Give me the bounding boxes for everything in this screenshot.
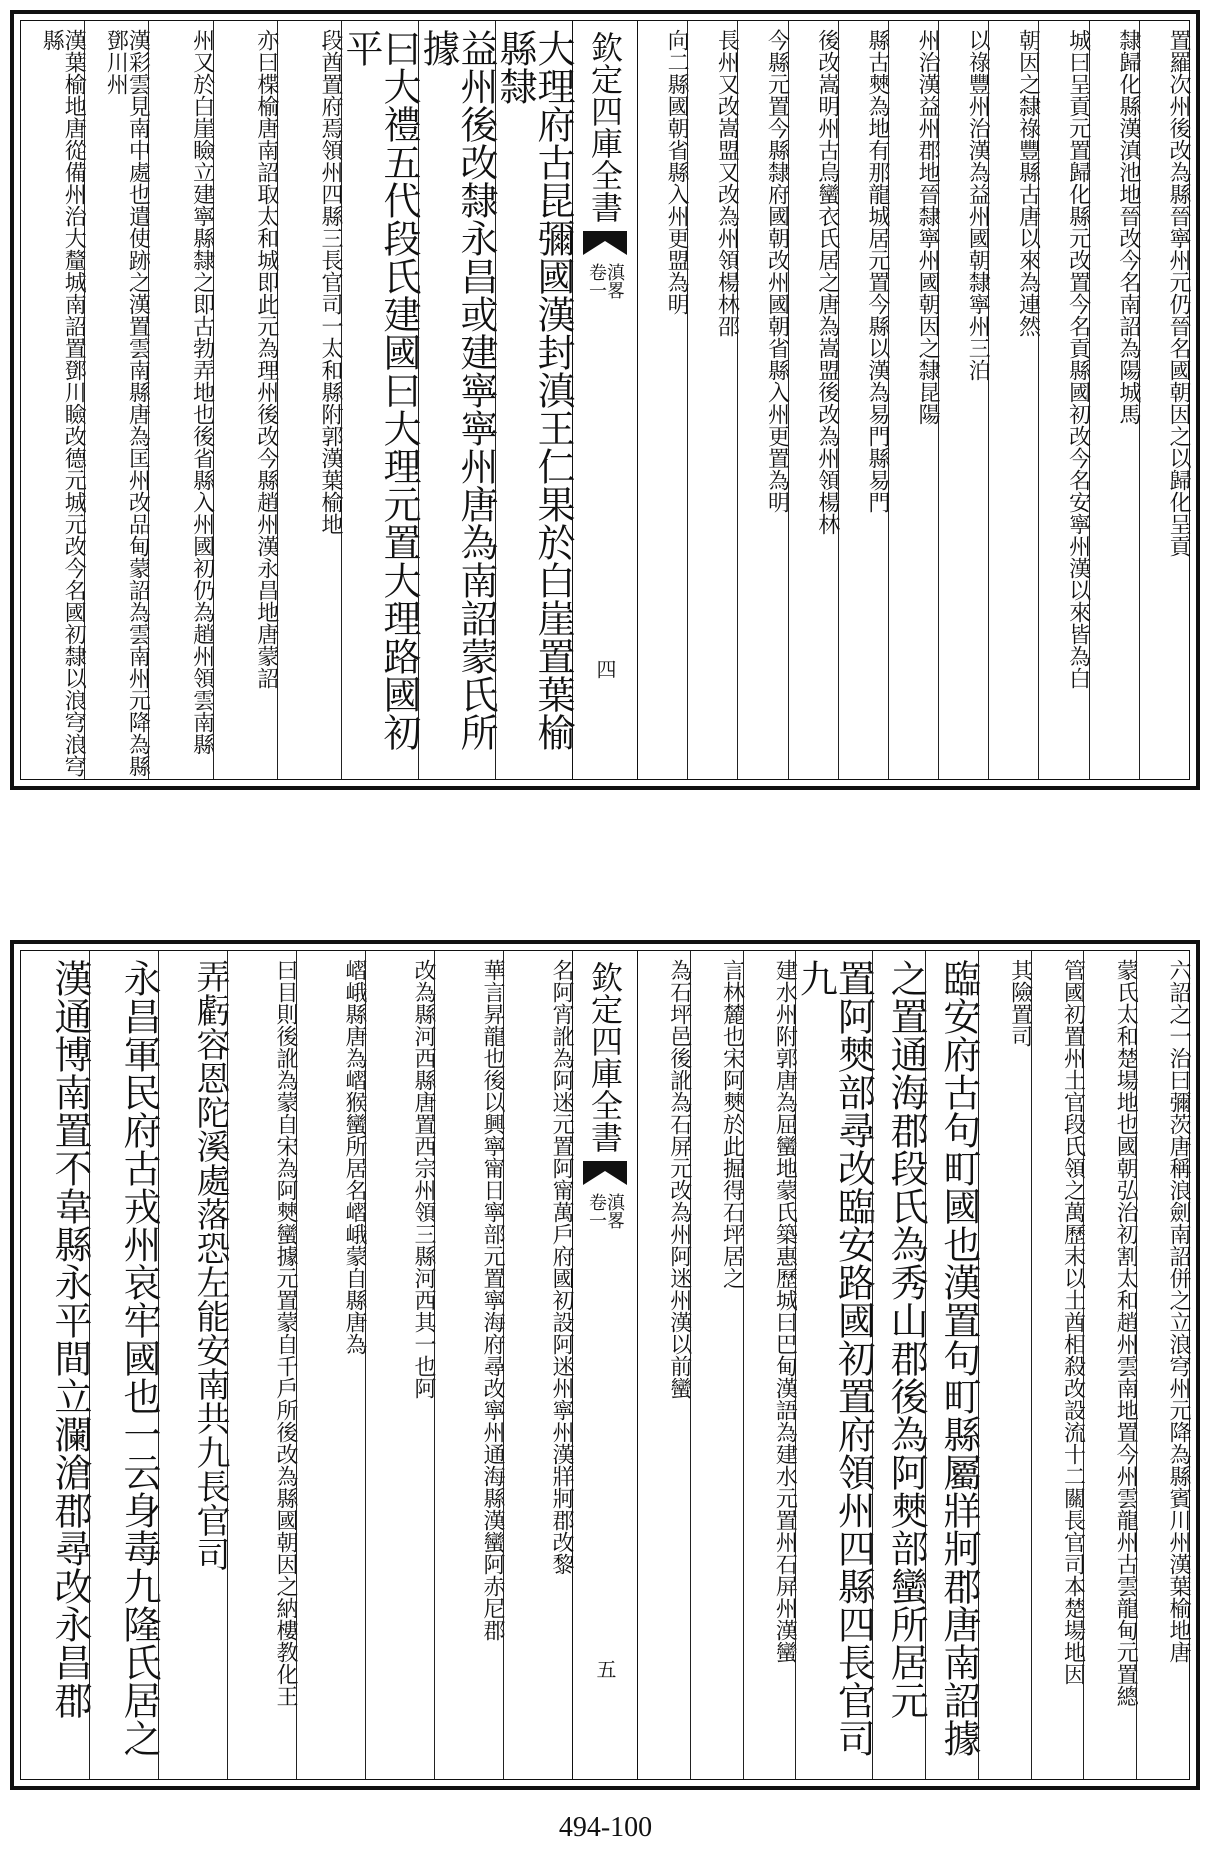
top-col-19 [21, 21, 87, 779]
bottom-col-13 [365, 951, 434, 1779]
bottom-col-8 [743, 951, 796, 1779]
text-column: 段酋置府焉領州四縣三長官司一太和縣附郭漢葉榆地 [318, 29, 343, 535]
text-column: 曰大禮五代段氏建國曰大理元置大理路國初平 [339, 29, 421, 751]
text-column: 改為縣河西縣唐置西宗州領三縣河西其一也阿 [411, 959, 436, 1399]
text-column: 縣古僰為地有那龍城居元置今縣以漢為易門縣易門 [864, 29, 890, 513]
text-column: 今縣元置今縣隸府國朝改州國朝省縣入州更置為明 [764, 29, 790, 513]
bottom-page-frame [20, 950, 1190, 1780]
text-column: 長州又改嵩盟又改為州領楊林邵 [714, 29, 740, 337]
spine-volume: 卷一 [586, 1193, 607, 1229]
top-col-1 [1139, 21, 1189, 779]
top-col-10 [687, 21, 740, 779]
text-column: 漢通博南置不韋縣永平間立瀾滄郡尋改永昌郡 [48, 959, 92, 1719]
text-column: 管國初置州土官段氏領之萬歷末以土酋相殺改設流十二關長官司本楚場地因 [1060, 959, 1086, 1685]
bottom-col-11 [503, 951, 572, 1779]
text-column: 嶍峨縣唐為嶍猴蠻所居名嶍峨蒙自縣唐為 [342, 959, 367, 1355]
text-column: 其險置司 [1007, 959, 1033, 1047]
fishtail-ornament-icon [581, 229, 629, 257]
top-col-14 [339, 21, 421, 779]
bottom-col-17 [89, 951, 161, 1779]
bottom-col-12 [434, 951, 503, 1779]
text-column: 之置通海郡段氏為秀山郡後為阿僰部蠻所居元 [884, 959, 929, 1719]
top-col-2 [1089, 21, 1139, 779]
top-spine [572, 21, 638, 779]
text-column: 向二縣國朝省縣入州更盟為明 [664, 29, 690, 315]
text-column: 置羅次州後改為縣晉寧州元仍晉名國朝因之以歸化呈貢 [1166, 29, 1191, 557]
text-column: 大理府古昆彌國漢封滇王仁果於白崖置葉榆縣隸 [493, 29, 575, 751]
top-col-11 [638, 21, 690, 779]
top-col-6 [888, 21, 941, 779]
text-column: 名阿宵訛為阿迷元置阿甯萬戶府國初設阿迷州寧州漢牂牁郡改黎 [549, 959, 574, 1575]
text-column: 城曰呈貢元置歸化縣元改置今名貢縣國初改今名安寧州漢以來皆為白 [1065, 29, 1091, 689]
top-col-8 [788, 21, 838, 779]
text-column: 言林麓也宋阿僰於此掘得石坪居之 [719, 959, 745, 1289]
bottom-col-5 [925, 951, 981, 1779]
fishtail-ornament-icon [581, 1159, 629, 1187]
page-number: 四 [593, 659, 617, 679]
text-column: 以祿豐州治漢為益州國朝隸寧州三泊 [965, 29, 991, 381]
text-column: 漢彩雲見南中處也遣使跡之漢置雲南縣唐為匡州改品甸蒙詔為雲南州元降為縣鄧川州 [103, 29, 151, 777]
top-col-4 [988, 21, 1041, 779]
page-caption: 494-100 [558, 1812, 653, 1843]
spine-section [587, 263, 623, 299]
spine-title: 欽定四庫全書 [586, 961, 624, 1153]
bottom-col-16 [158, 951, 230, 1779]
spine-section [587, 1193, 623, 1229]
top-col-9 [737, 21, 790, 779]
top-col-18 [84, 21, 151, 779]
text-column: 州又於白崖瞼立建寧縣隸之即古勃弄地也後省縣入州國初仍為趙州領雲南縣 [189, 29, 215, 755]
top-col-15 [277, 21, 341, 779]
bottom-col-6 [872, 951, 929, 1779]
spine-book-title: 滇畧 [604, 263, 625, 299]
text-column: 後改嵩明州古烏蠻衣氏居之唐為嵩盟後改為州領楊林 [814, 29, 840, 535]
bottom-col-18 [21, 951, 92, 1779]
text-column: 置阿僰部尋改臨安路國初置府領州四縣四長官司九 [793, 959, 876, 1757]
top-col-12 [493, 21, 575, 779]
text-column: 華言昇龍也後以興寧甯日寧部元置寧海府尋改寧州通海縣漢蠻阿赤尼郡 [480, 959, 505, 1641]
top-col-13 [416, 21, 498, 779]
text-column: 曰目則後訛為蒙自宋為阿僰蠻據元置蒙自千戶所後改為縣國朝因之納樓教化王 [273, 959, 298, 1707]
top-page [10, 10, 1200, 790]
top-col-5 [938, 21, 991, 779]
bottom-col-15 [227, 951, 296, 1779]
text-column: 建水州附郭唐為屈蠻地蒙氏築惠歷城曰巴甸漢語為建水元置州石屏州漢蠻 [772, 959, 798, 1663]
text-column: 蒙氏太和楚場地也國朝弘治初割太和趙州雲南地置今州雲龍州古雲龍甸元置總 [1113, 959, 1139, 1707]
bottom-col-10 [638, 951, 690, 1779]
bottom-col-9 [690, 951, 743, 1779]
bottom-left-half [21, 951, 572, 1779]
top-left-half [21, 21, 575, 779]
bottom-right-half [638, 951, 1189, 1779]
text-column: 隸歸化縣漢滇池地晉改今名南詔為陽城馬 [1115, 29, 1141, 425]
bottom-col-14 [296, 951, 365, 1779]
bottom-col-1 [1136, 951, 1189, 1779]
bottom-spine [572, 951, 638, 1779]
text-column: 永昌軍民府古戎州哀牢國也一云身毒九隆氏居之 [117, 959, 161, 1757]
text-column: 為石坪邑後訛為石屏元改為州阿迷州漢以前蠻 [666, 959, 692, 1399]
text-column: 州治漢益州郡地晉隸寧州國朝因之隸昆陽 [915, 29, 941, 425]
top-col-16 [213, 21, 277, 779]
bottom-col-2 [1083, 951, 1139, 1779]
top-right-half [638, 21, 1189, 779]
bottom-page [10, 940, 1200, 1790]
text-column: 亦曰楪榆唐南詔取太和城即此元為理州後改今縣趙州漢永昌地唐蒙詔 [253, 29, 279, 689]
text-column: 臨安府古句町國也漢置句町縣屬牂牁郡唐南詔據 [936, 959, 981, 1757]
text-column: 益州後改隸永昌或建寧寧州唐為南詔蒙氏所據 [416, 29, 498, 751]
top-page-frame [20, 20, 1190, 780]
top-col-7 [838, 21, 888, 779]
top-col-17 [148, 21, 215, 779]
text-column: 弄虧容恩陀溪處落恐左能安南共九長官司 [190, 959, 230, 1571]
page-number: 五 [593, 1659, 617, 1679]
text-column: 朝因之隸祿豐縣古唐以來為連然 [1015, 29, 1041, 337]
bottom-col-4 [978, 951, 1031, 1779]
top-col-3 [1038, 21, 1091, 779]
spine-title: 欽定四庫全書 [586, 31, 624, 223]
bottom-col-3 [1031, 951, 1084, 1779]
text-column: 漢葉榆地唐從備州治大釐城南詔置鄧川瞼改德元城元改今名國初隸以浪穹浪穹縣 [39, 29, 87, 777]
spine-volume: 卷一 [586, 263, 607, 299]
bottom-col-7 [793, 951, 876, 1779]
text-column: 六詔之一治曰彌茨唐稱浪劍南詔併之立浪穹州元降為縣賓川州漢葉榆地唐 [1166, 959, 1191, 1663]
spine-book-title: 滇畧 [604, 1193, 625, 1229]
